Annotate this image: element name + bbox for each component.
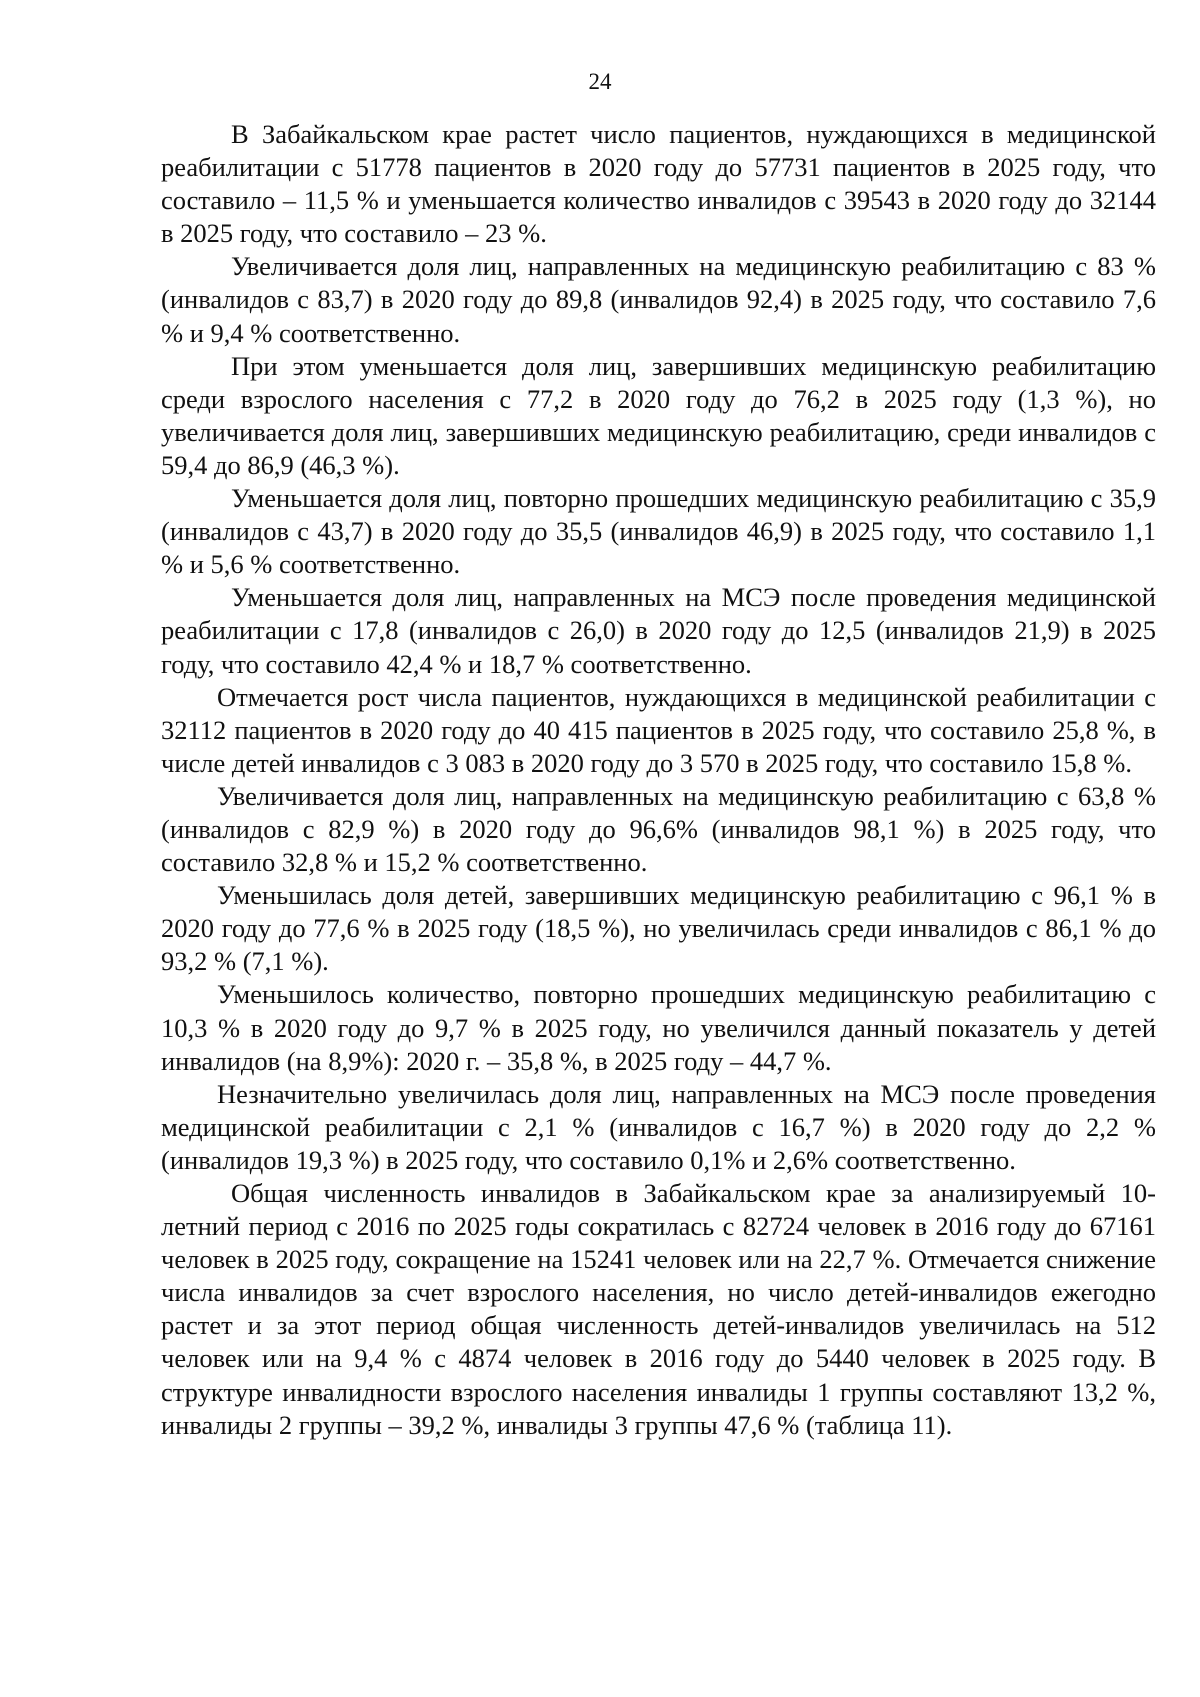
paragraph-rehab-referrals: Увеличивается доля лиц, направленных на медицинскую реабилитацию с 83 % (инвалидов с 83,7) в 2020 году до 89,8 (инвалидов 92,4) в 2025 году, что составило 7,6 % и 9,4 % соответственно. — [161, 251, 1156, 348]
paragraph-disability-totals: Общая численность инвалидов в Забайкальском крае за анализируемый 10-летний период с 2016 по 2025 годы сократилась с 82724 человек в 2016 году до 67161 человек в 2025 году, сокращение на 15241 человек или на 22,7 %. Отмечается снижение числа инвалидов за счет взрослого населения, но число детей-инвалидов ежегодно растет и за этот период общая численность детей-инвалидов увеличилась на 512 человек или на 9,4 % с 4874 человек в 2016 году до 5440 человек в 2025 году. В структуре инвалидности взрослого населения инвалиды 1 группы составляют 13,2 %, инвалиды 2 группы – 39,2 %, инвалиды 3 группы 47,6 % (таблица 11). — [161, 1178, 1156, 1440]
body-text — [161, 118, 1156, 1442]
page-number: 24 — [588, 69, 612, 94]
paragraph-children-rehab-referrals: Увеличивается доля лиц, направленных на медицинскую реабилитацию с 63,8 % (инвалидов с 82,9 %) в 2020 году до 96,6% (инвалидов 98,1 %) в 2025 году, что составило 32,8 % и 15,2 % соответственно. — [161, 780, 1156, 878]
paragraph-mse-referrals: Уменьшается доля лиц, направленных на МСЭ после проведения медицинской реабилитации с 17,8 (инвалидов с 26,0) в 2020 году до 12,5 (инвалидов 21,9) в 2025 году, что составило 42,4 % и 18,7 % соответственно. — [161, 582, 1156, 679]
paragraph-children-mse-referrals: Незначительно увеличилась доля лиц, направленных на МСЭ после проведения медицинской реабилитации с 2,1 % (инвалидов с 16,7 %) в 2020 году до 2,2 % (инвалидов 19,3 %) в 2025 году, что составило 0,1% и 2,6% соответственно. — [161, 1078, 1156, 1175]
paragraph-children-rehab-count: Отмечается рост числа пациентов, нуждающихся в медицинской реабилитации с 32112 пациентов в 2020 году до 40 415 пациентов в 2025 году, что составило 25,8 %, в числе детей инвалидов с 3 083 в 2020 году до 3 570 в 2025 году, что составило 15,8 %. — [161, 681, 1156, 778]
paragraph-children-rehab-completed: Уменьшилась доля детей, завершивших медицинскую реабилитацию с 96,1 % в 2020 году до 77,6 % в 2025 году (18,5 %), но увеличилась среди инвалидов с 86,1 % до 93,2 % (7,1 %). — [161, 880, 1156, 977]
paragraph-rehab-completed: При этом уменьшается доля лиц, завершивших медицинскую реабилитацию среди взрослого населения с 77,2 в 2020 году до 76,2 в 2025 году (1,3 %), но увеличивается доля лиц, завершивших медицинскую реабилитацию, среди инвалидов с 59,4 до 86,9 (46,3 %). — [161, 350, 1156, 480]
paragraph-rehab-patients-count: В Забайкальском крае растет число пациентов, нуждающихся в медицинской реабилитации с 51778 пациентов в 2020 году до 57731 пациентов в 2025 году, что составило – 11,5 % и уменьшается количество инвалидов с 39543 в 2020 году до 32144 в 2025 году, что составило – 23 %. — [161, 119, 1156, 249]
paragraph-children-rehab-repeated: Уменьшилось количество, повторно прошедших медицинскую реабилитацию с 10,3 % в 2020 году до 9,7 % в 2025 году, но увеличился данный показатель у детей инвалидов (на 8,9%): 2020 г. – 35,8 %, в 2025 году – 44,7 %. — [161, 979, 1156, 1076]
paragraph-rehab-repeated: Уменьшается доля лиц, повторно прошедших медицинскую реабилитацию с 35,9 (инвалидов с 43,7) в 2020 году до 35,5 (инвалидов 46,9) в 2025 году, что составило 1,1 % и 5,6 % соответственно. — [161, 483, 1156, 580]
